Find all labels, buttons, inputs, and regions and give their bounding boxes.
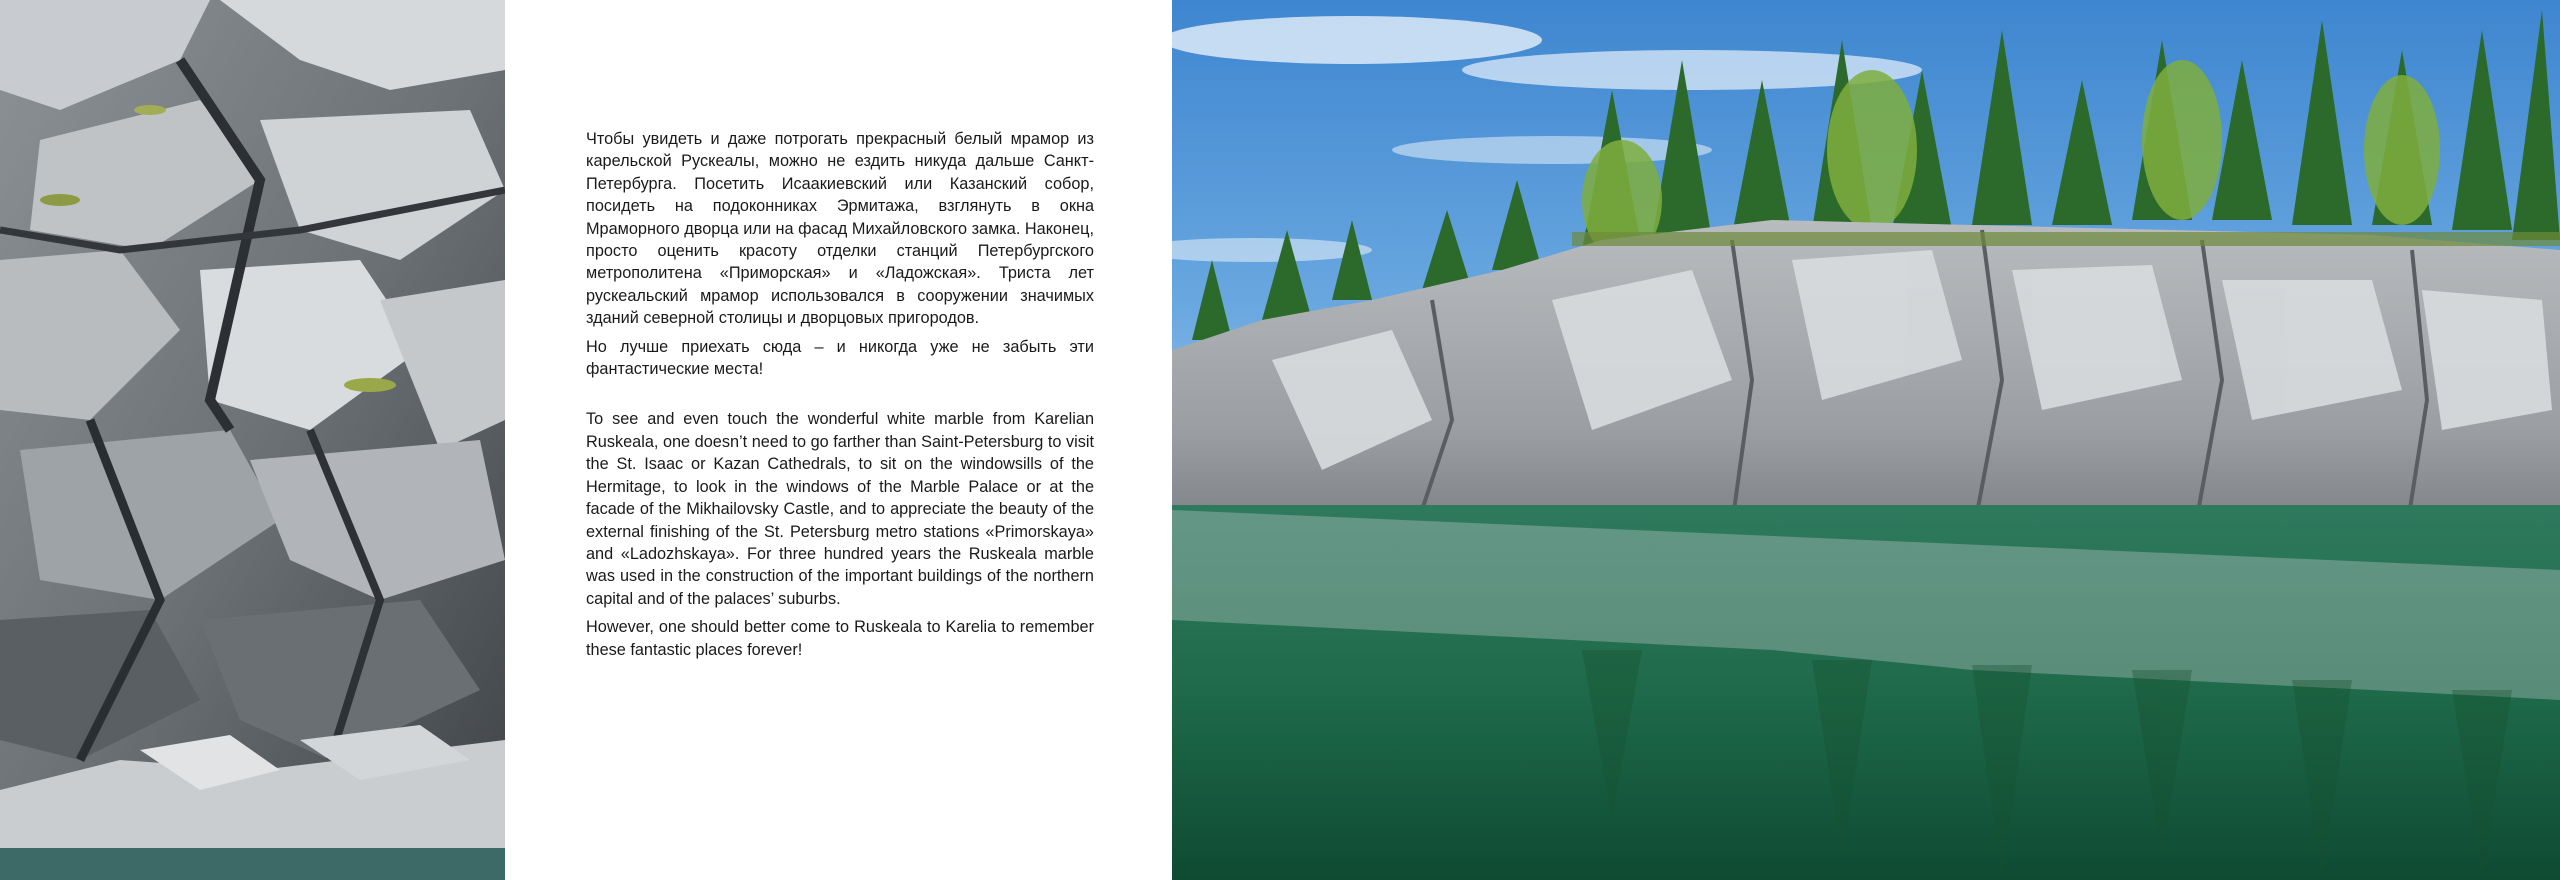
russian-paragraph-2: Но лучше приехать сюда – и никогда уже не забыть эти фантастические места! (586, 337, 1094, 379)
marble-rock-wall-photo (0, 0, 505, 880)
english-paragraph-1: To see and even touch the wonderful white marble from Karelian Ruskeala, one doesn’t need to go farther than Saint-Petersburg to visit the St. Isaac or Kazan Cathedrals, to sit on the windowsills of the Hermitage, to look in the windows of the Marble Palace or at the facade of the Mikhailovsky Castle, and to appreciate the beauty of the external finishing of the St. Petersburg metro stations «Primorskaya» and «Ladozhskaya». For three hundred years the Ruskeala marble was used in the construction of the important buildings of the northern capital and of the palaces’ suburbs. (586, 410, 1094, 608)
canyon-lake-illustration (1172, 0, 2560, 880)
rock-wall-illustration (0, 0, 505, 880)
russian-paragraph-1: Чтобы увидеть и даже потрогать прекрасный белый мрамор из карельской Рускеалы, можно не ездить никуда дальше Санкт-Петербурга. Посетить Исаакиевский или Казанский собор, посидеть на подоконниках Эрмитажа, взглянуть в окна Мраморного дворца или на фасад Михайловского замка. Наконец, просто оценить красоту отделки станций Петербургского метрополитена «Приморская» и «Ладожская». Триста лет рускеальский мрамор использовался в сооружении значимых зданий северной столицы и дворцовых пригородов. (586, 130, 1094, 328)
text-column (586, 128, 1094, 667)
english-paragraph-2: However, one should better come to Ruskeala to Karelia to remember these fantastic places forever! (586, 618, 1094, 659)
marble-canyon-lake-photo (1172, 0, 2560, 880)
